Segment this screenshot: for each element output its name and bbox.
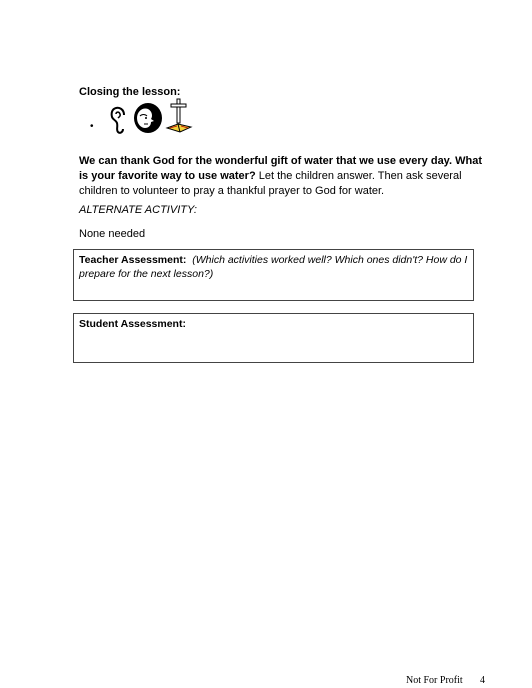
- student-assessment-box[interactable]: [73, 313, 474, 363]
- closing-paragraph: [79, 154, 489, 199]
- icon-row: [90, 98, 210, 136]
- teacher-assessment-prompt: (Which activities worked well? Which ones didn't? How do I prepare for the next lesson?): [79, 254, 468, 280]
- teacher-assessment-label: Teacher Assessment:: [79, 254, 187, 266]
- ear-icon: [110, 106, 128, 134]
- paragraph-bold-text: We can thank God for the wonderful gift of water that we use every day. What is your favorite way to use water?: [79, 155, 482, 182]
- bullet: •: [90, 121, 94, 132]
- footer-text: Not For Profit: [406, 675, 463, 686]
- alternate-activity-heading: ALTERNATE ACTIVITY:: [79, 204, 197, 216]
- alternate-activity-body: None needed: [79, 228, 146, 240]
- student-assessment-label: Student Assessment:: [79, 318, 186, 330]
- cross-bible-icon: [165, 98, 193, 134]
- head-profile-icon: [130, 102, 164, 136]
- page-number: 4: [480, 675, 485, 686]
- paragraph-normal-text: Let the children answer. Then ask several children to volunteer to pray a thankful prayer to God for water.: [79, 170, 462, 197]
- closing-heading: Closing the lesson:: [79, 86, 181, 98]
- teacher-assessment-box[interactable]: [73, 249, 474, 301]
